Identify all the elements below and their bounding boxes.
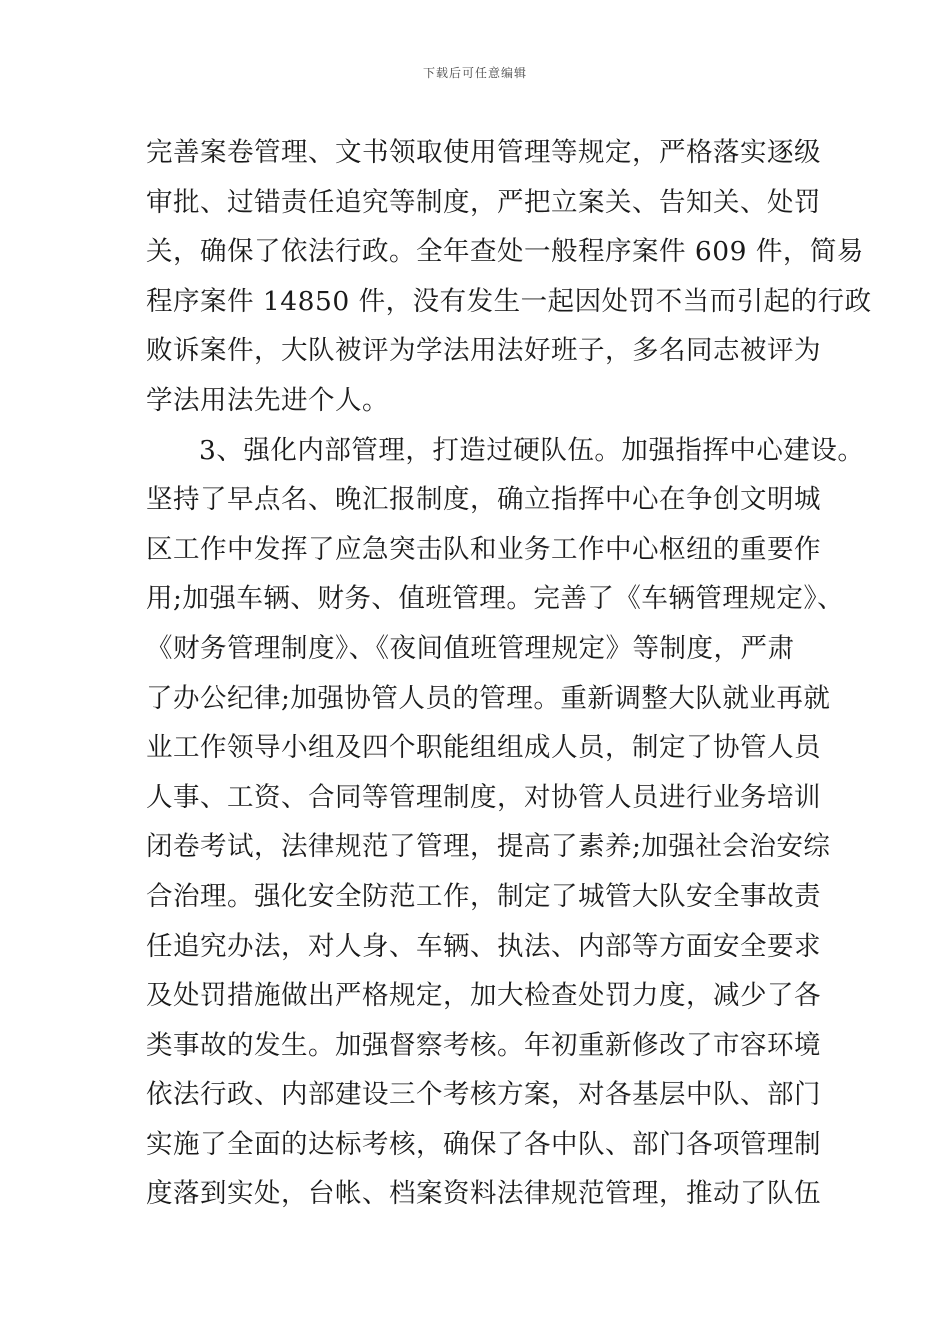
text-line: 审批、过错责任追究等制度，严把立案关、告知关、处罚	[146, 186, 821, 218]
page-header: 下载后可任意编辑	[422, 66, 527, 80]
text-line: 程序案件 14850 件，没有发生一起因处罚不当而引起的行政	[146, 285, 872, 317]
text-line: 败诉案件，大队被评为学法用法好班子，多名同志被评为	[146, 335, 821, 367]
text-line: 度落到实处，台帐、档案资料法律规范管理，推动了队伍	[146, 1178, 821, 1210]
text-line: 类事故的发生。加强督察考核。年初重新修改了市容环境	[146, 1029, 821, 1061]
text-line: 任追究办法，对人身、车辆、执法、内部等方面安全要求	[146, 930, 821, 962]
text-line: 及处罚措施做出严格规定，加大检查处罚力度，减少了各	[146, 980, 821, 1012]
document-body	[146, 128, 872, 1219]
text-line: 关，确保了依法行政。全年查处一般程序案件 609 件，简易	[146, 236, 864, 268]
text-line: 用;加强车辆、财务、值班管理。完善了《车辆管理规定》、	[146, 583, 845, 615]
paragraph	[146, 426, 865, 1220]
paragraph	[146, 128, 872, 426]
text-line: 业工作领导小组及四个职能组组成人员，制定了协管人员	[146, 732, 821, 764]
text-line: 人事、工资、合同等管理制度，对协管人员进行业务培训	[146, 781, 821, 813]
text-line: 坚持了早点名、晚汇报制度，确立指挥中心在争创文明城	[146, 484, 821, 516]
text-line: 《财务管理制度》、《夜间值班管理规定》等制度，严肃	[146, 632, 795, 664]
text-line: 了办公纪律;加强协管人员的管理。重新调整大队就业再就	[146, 682, 831, 714]
text-line: 完善案卷管理、文书领取使用管理等规定，严格落实逐级	[146, 137, 821, 168]
text-line: 学法用法先进个人。	[146, 384, 389, 416]
text-line-first: 3、强化内部管理，打造过硬队伍。加强指挥中心建设。	[199, 434, 865, 466]
text-line: 依法行政、内部建设三个考核方案，对各基层中队、部门	[146, 1079, 821, 1111]
text-line: 闭卷考试，法律规范了管理，提高了素养;加强社会治安综	[146, 831, 831, 863]
text-line: 区工作中发挥了应急突击队和业务工作中心枢纽的重要作	[146, 533, 821, 565]
text-line: 合治理。强化安全防范工作，制定了城管大队安全事故责	[146, 880, 821, 912]
text-line: 实施了全面的达标考核，确保了各中队、部门各项管理制	[146, 1128, 821, 1160]
